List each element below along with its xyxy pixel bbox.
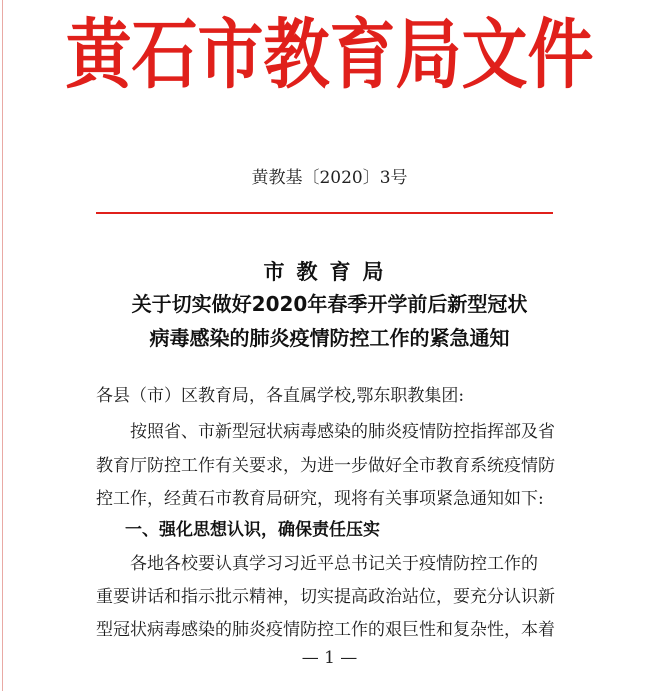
paragraph-2-line-1: 各地各校要认真学习习近平总书记关于疫情防控工作的 — [130, 554, 538, 574]
paragraph-2-line-3: 型冠状病毒感染的肺炎疫情防控工作的艰巨性和复杂性，本着 — [96, 620, 555, 640]
issuer-name: 市教育局 — [263, 260, 396, 284]
red-separator-line — [96, 212, 553, 214]
paragraph-1-line-3: 控工作，经黄石市教育局研究，现将有关事项紧急通知如下: — [96, 489, 544, 509]
paragraph-1-line-2: 教育厅防控工作有关要求，为进一步做好全市教育系统疫情防 — [96, 456, 555, 476]
section-1-heading: 一、强化思想认识，确保责任压实 — [125, 520, 380, 540]
document-number: 黄教基〔2020〕3号 — [251, 168, 408, 188]
page-number: — 1 — — [301, 648, 358, 668]
notice-title-line-2: 病毒感染的肺炎疫情防控工作的紧急通知 — [149, 326, 510, 350]
paragraph-2-line-2: 重要讲话和指示批示精神，切实提高政治站位，要充分认识新 — [96, 587, 555, 607]
paragraph-1-line-1: 按照省、市新型冠状病毒感染的肺炎疫情防控指挥部及省 — [130, 422, 555, 442]
salutation: 各县（市）区教育局，各直属学校,鄂东职教集团: — [96, 386, 465, 406]
document-header-title: 黄石市教育局文件 — [65, 9, 594, 100]
notice-title-line-1: 关于切实做好2020年春季开学前后新型冠状 — [131, 292, 528, 316]
